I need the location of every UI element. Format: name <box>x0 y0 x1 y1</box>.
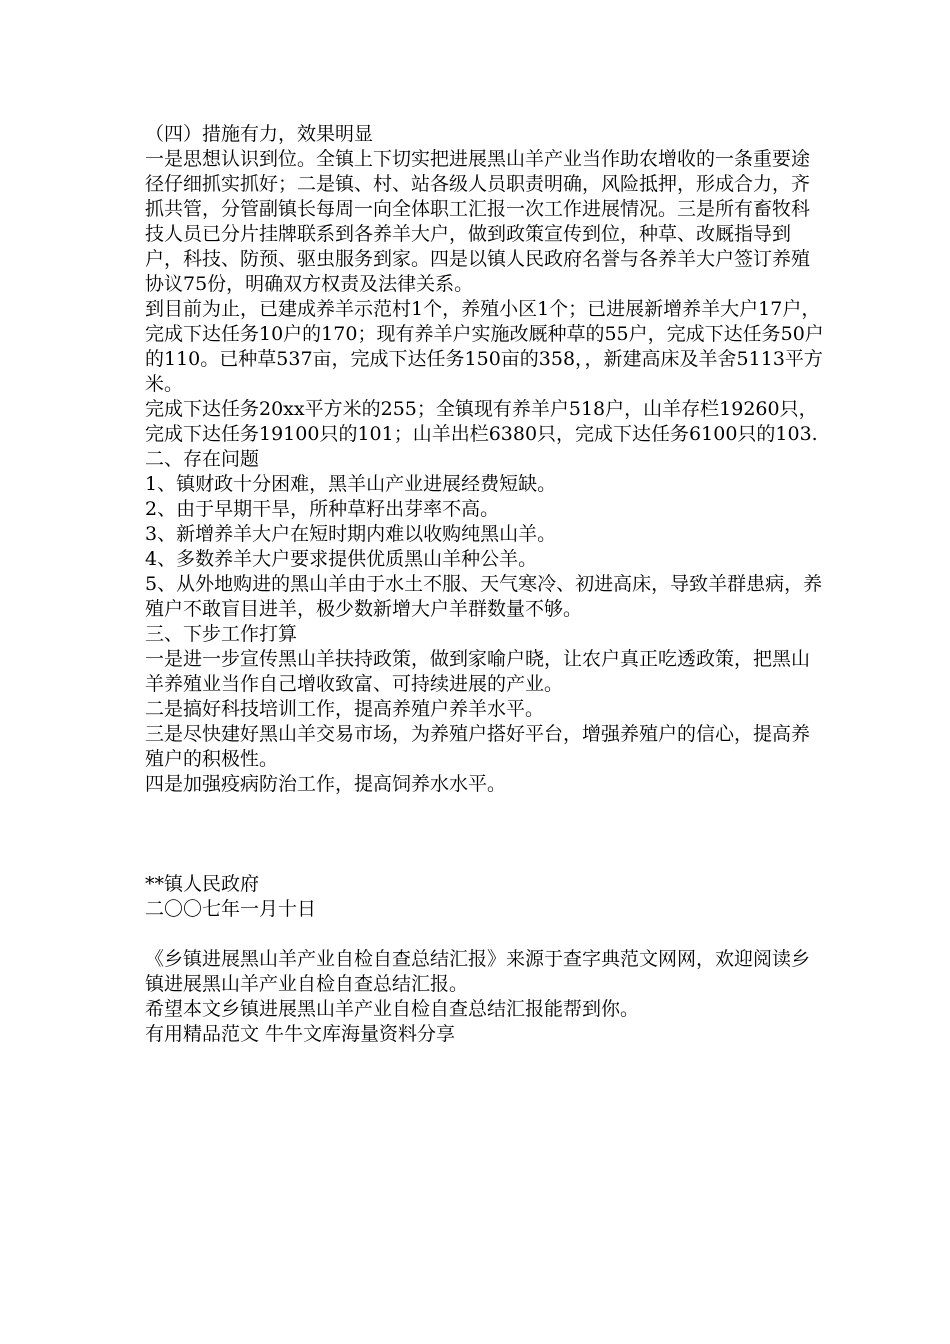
section-heading-measures: （四）措施有力，效果明显 <box>145 123 374 145</box>
next-step-item-2: 二是搞好科技培训工作，提高养殖户养羊水平。 <box>145 698 545 720</box>
signature-date: 二〇〇七年一月十日 <box>145 898 317 920</box>
measures-paragraph: 一是思想认识到位。全镇上下切实把进展黑山羊产业当作助农增收的一条重要途径仔细抓实抓好；二是镇、村、站各级人员职责明确，风险抵押，形成合力，齐抓共管，分管副镇长每周一向全体职工汇报一次工作进展情况。三是所有畜牧科技人员已分片挂牌联系到各养羊大户，做到政策宣传到位，种草、改厩指导到户，科技、防预、驱虫服务到家。四是以镇人民政府名誉与各养羊大户签订养殖协议75份，明确双方权责及法律关系。 <box>145 148 811 295</box>
next-step-item-4: 四是加强疫病防治工作，提高饲养水水平。 <box>145 773 507 795</box>
section-heading-next-steps: 三、下步工作打算 <box>145 623 298 645</box>
progress-paragraph: 到目前为止，已建成养羊示范村1个，养殖小区1个；已进展新增养羊大户17户，完成下达任务10户的170；现有养羊户实施改厩种草的55户，完成下达任务50户的110。已种草537亩，完成下达任务150亩的358，，新建高床及羊舍5113平方米。 <box>145 298 824 395</box>
problem-item-3: 3、新增养羊大户在短时期内难以收购纯黑山羊。 <box>145 523 557 545</box>
task-completion-paragraph: 完成下达任务20xx平方米的255；全镇现有养羊户518户，山羊存栏19260只，完成下达任务19100只的101；山羊出栏6380只，完成下达任务6100只的103. <box>145 398 818 445</box>
document-body <box>145 122 825 1047</box>
problem-item-1: 1、镇财政十分困难，黑羊山产业进展经费短缺。 <box>145 473 557 495</box>
spacer <box>145 922 825 947</box>
problem-item-2: 2、由于早期干旱，所种草籽出芽率不高。 <box>145 498 500 520</box>
next-step-item-1: 一是进一步宣传黑山羊扶持政策，做到家喻户晓，让农户真正吃透政策，把黑山羊养殖业当作自己增收致富、可持续进展的产业。 <box>145 648 811 695</box>
section-heading-problems: 二、存在问题 <box>145 448 260 470</box>
spacer <box>145 797 825 872</box>
signature-organization: **镇人民政府 <box>145 873 260 895</box>
next-step-item-3: 三是尽快建好黑山羊交易市场，为养殖户搭好平台，增强养殖户的信心，提高养殖户的积极性。 <box>145 723 811 770</box>
problem-item-4: 4、多数养羊大户要求提供优质黑山羊种公羊。 <box>145 548 538 570</box>
footer-source-line: 《乡镇进展黑山羊产业自检自查总结汇报》来源于查字典范文网网，欢迎阅读乡镇进展黑山羊产业自检自查总结汇报。 <box>145 948 811 995</box>
footer-wish-line: 希望本文乡镇进展黑山羊产业自检自查总结汇报能帮到你。 <box>145 998 640 1020</box>
footer-brand-line: 有用精品范文 牛牛文库海量资料分享 <box>145 1023 456 1045</box>
problem-item-5: 5、从外地购进的黑山羊由于水土不服、天气寒冷、初进高床，导致羊群患病，养殖户不敢盲目进羊，极少数新增大户羊群数量不够。 <box>145 573 823 620</box>
